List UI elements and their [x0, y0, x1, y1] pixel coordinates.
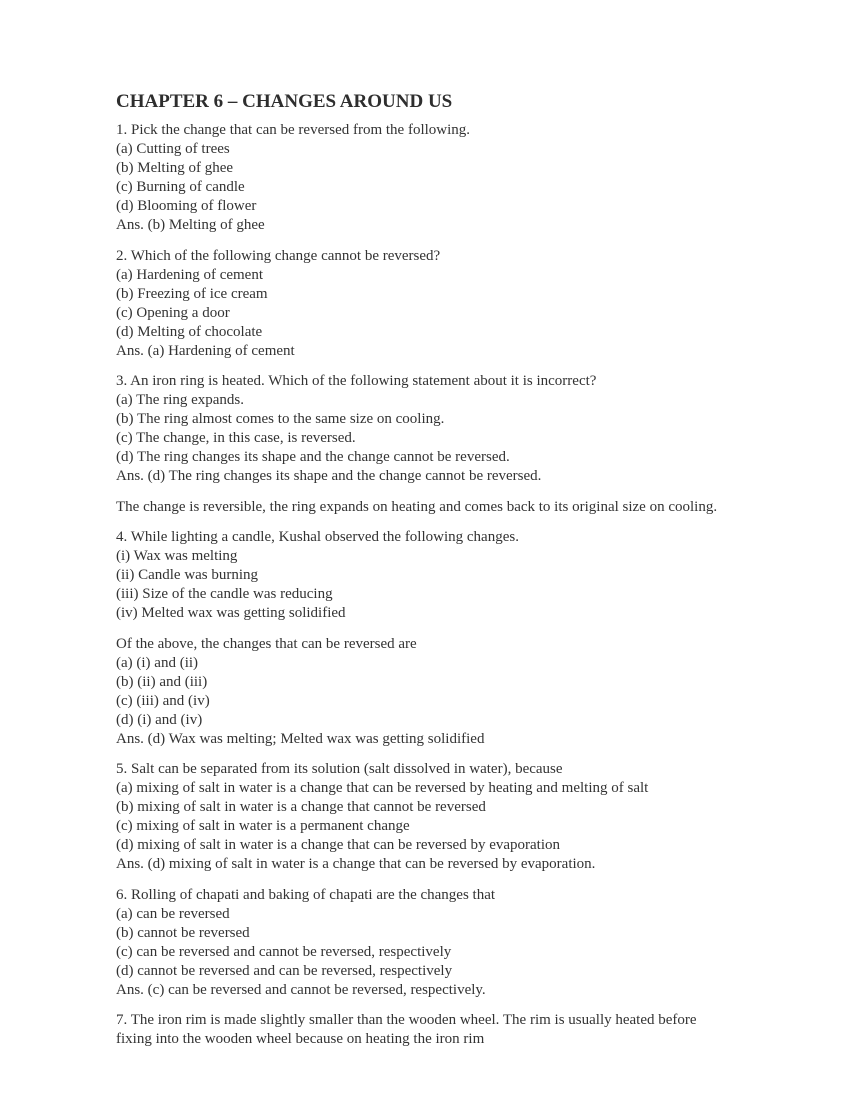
block-line: (iii) Size of the candle was reducing — [116, 586, 333, 602]
block-line: (b) The ring almost comes to the same size on cooling. — [116, 411, 445, 427]
block-line: Ans. (d) Wax was melting; Melted wax was getting solidified — [116, 730, 485, 747]
block-heading-line: 5. Salt can be separated from its solution (salt dissolved in water), because — [116, 761, 563, 777]
block-heading-line: 6. Rolling of chapati and baking of chapati are the changes that — [116, 886, 496, 903]
block-heading-line: 3. An iron ring is heated. Which of the following statement about it is incorrect? — [116, 373, 597, 389]
question-block — [116, 372, 730, 486]
question-block — [116, 528, 730, 623]
question-block — [116, 635, 730, 749]
block-line: (d) mixing of salt in water is a change that can be reversed by evaporation — [116, 837, 561, 853]
question-block — [116, 247, 730, 361]
block-line: Ans. (c) can be reversed and cannot be reversed, respectively. — [116, 981, 486, 998]
block-line: (a) The ring expands. — [116, 392, 245, 408]
question-block — [116, 121, 730, 235]
block-line: (iv) Melted wax was getting solidified — [116, 605, 346, 621]
block-heading-line: 1. Pick the change that can be reversed from the following. — [116, 122, 471, 138]
block-line: (c) mixing of salt in water is a permanent change — [116, 818, 410, 834]
block-line: (ii) Candle was burning — [116, 567, 259, 583]
block-line: (c) Burning of candle — [116, 179, 245, 195]
question-list — [116, 121, 730, 1049]
block-heading-line: The change is reversible, the ring expands on heating and comes back to its original size on cooling. — [116, 498, 718, 515]
block-line: (d) The ring changes its shape and the change cannot be reversed. — [116, 449, 510, 465]
block-line: (b) cannot be reversed — [116, 924, 250, 941]
block-line: Ans. (d) mixing of salt in water is a change that can be reversed by evaporation. — [116, 856, 596, 872]
block-line: (b) (ii) and (iii) — [116, 673, 208, 690]
block-line: (a) (i) and (ii) — [116, 654, 199, 671]
block-heading-line: 4. While lighting a candle, Kushal observed the following changes. — [116, 529, 519, 545]
block-line: (d) (i) and (iv) — [116, 711, 203, 728]
document-page — [116, 90, 730, 1061]
block-heading-line: 7. The iron rim is made slightly smaller than the wooden wheel. The rim is usually heated before fixing into the wooden wheel because on heating the iron rim — [116, 1012, 697, 1047]
block-line: (b) Freezing of ice cream — [116, 285, 268, 302]
question-block — [116, 498, 730, 517]
block-line: (c) (iii) and (iv) — [116, 692, 210, 709]
block-line: (b) mixing of salt in water is a change that cannot be reversed — [116, 799, 486, 815]
block-line: (c) The change, in this case, is reversed. — [116, 430, 356, 446]
question-block — [116, 760, 730, 874]
block-line: (c) Opening a door — [116, 304, 230, 321]
block-line: Ans. (b) Melting of ghee — [116, 217, 265, 233]
block-line: (a) can be reversed — [116, 905, 230, 922]
block-line: Ans. (d) The ring changes its shape and the change cannot be reversed. — [116, 468, 542, 484]
block-line: Ans. (a) Hardening of cement — [116, 342, 295, 359]
question-block — [116, 1011, 730, 1049]
block-line: (a) Cutting of trees — [116, 141, 230, 157]
block-line: (a) mixing of salt in water is a change that can be reversed by heating and melting of salt — [116, 780, 649, 796]
chapter-title: CHAPTER 6 – CHANGES AROUND US — [116, 91, 453, 112]
question-block — [116, 886, 730, 1000]
block-line: (d) cannot be reversed and can be reversed, respectively — [116, 962, 453, 979]
block-heading-line: Of the above, the changes that can be reversed are — [116, 635, 417, 652]
block-line: (i) Wax was melting — [116, 548, 238, 564]
block-line: (a) Hardening of cement — [116, 266, 264, 283]
block-heading-line: 2. Which of the following change cannot be reversed? — [116, 247, 441, 264]
block-line: (d) Melting of chocolate — [116, 323, 263, 340]
block-line: (c) can be reversed and cannot be reversed, respectively — [116, 943, 452, 960]
block-line: (d) Blooming of flower — [116, 198, 257, 214]
block-line: (b) Melting of ghee — [116, 160, 234, 176]
